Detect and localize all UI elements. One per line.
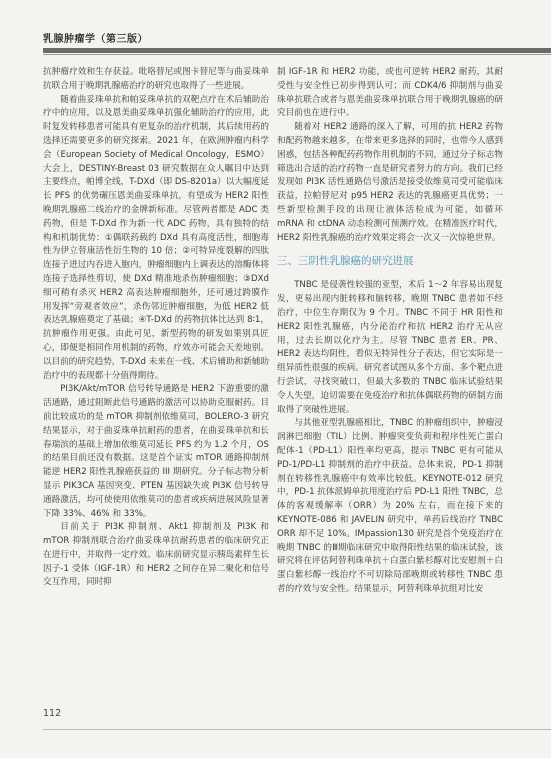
paragraph: 目前关于 PI3K 抑制剂、Akt1 抑制剂及 PI3K 和 mTOR 抑制剂联合治疗曲妥珠单抗耐药患者的临床研究正在进行中，并取得一定疗效。临床前研究显示胰岛素样生长因子-1 受体（IGF-1R）和 HER2 之间存在异二聚化和信号交互作用，同时抑 (43, 522, 269, 588)
running-title: 乳腺肿瘤学（第三版） (43, 34, 148, 45)
right-column (277, 66, 503, 597)
paragraph: 与其他亚型乳腺癌相比，TNBC 的肿瘤组织中，肿瘤浸润淋巴细胞（TIL）比例、肿瘤突变负荷和程序性死亡蛋白配体-1（PD-L1）阳性率均更高，提示 TNBC 更有可能从 PD-1/PD-L1 抑制剂的治疗中获益。总体来说，PD-1 抑制剂在转移性乳腺癌中有效率比较低。KEYNOTE-012 研究中，PD-1 抗体派姆单抗用度治疗后 PD-L1 阳性 TNBC，总体的客观缓解率（ORR）为 20% 左右，而在接下来的 KEYNOTE-086 和 JAVELIN 研究中，单药后线治疗 TNBC ORR 却不足 10%。IMpassion130 研究是首个免疫治疗在晚期 TNBC 的Ⅲ期临床研究中取得阳性结果的临床试验，该研究将在评估阿替利珠单抗＋白蛋白紫杉醇对比安慰剂＋白蛋白紫杉醇一线治疗不可切除局部晚期或转移性 TNBC 患者的疗效与安全性。结果显示，阿替利珠单抗组对比安 (277, 418, 503, 594)
paragraph: 随着曲妥珠单抗和帕妥珠单抗的双靶点疗在术后辅助治疗中的应用，以及恩美曲妥珠单抗强化辅助治疗的应用，此时复发转移患者可能具有更复杂的治疗机制，其后续用药的选择还需要更多的研究探索。2021 年，在欧洲肿瘤内科学会（European Society of Medical Oncology，ESMO）大会上，DESTINY-Breast 03 研究数据在众人瞩目中达到主要终点，帕博全线，T-DXd（即 DS-8201a）以大幅度延长 PFS 的优势碾压恩美曲妥珠单抗，有望成为 HER2 阳性晚期乳腺癌二线治疗的金牌新标准。尽管两者都是 ADC 类药物，但是 T-DXd 作为新一代 ADC 药物，具有独特的结构和机制优势：①偶联药载约 DXd 具有高度活性，细胞毒性为伊立替康活性衍生物的 10 倍；②可特异度裂解的四肽连接子进过内吞进入胞内，肿瘤细胞内上调表达的溶酶体将连接子选择性剪切，使 DXd 精准地杀伤肿瘤细胞；③DXd 细可稍有杀灭 HER2 高表达肿瘤细胞外，还可通过跨膜作用发挥“旁观者效应”，杀伤邻近肿瘤细胞，为低 HER2 低表达乳腺癌奠定了基础；④T-DXd 的药物抗体比达到 8∶1，抗肿瘤作用更强。由此可见，新型药物的研发如果别具匠心，即便是相同作用机制的药物，疗效亦可能会天差地别。以目前的研究趋势，T-DXd 未来在一线、术后辅助和新辅助治疗中的表现都十分值得期待。 (43, 94, 269, 381)
paragraph: 随着对 HER2 通路的深入了解，可用的抗 HER2 药物和配药物越来越多，在带来更多选择的同时，也带今人感到困惑，包括各种配药药物作用机制的不同，通过分子标志物筛选出合适的治疗药物一直是研究者努力的方向。我们已经发现如 PI3K 活性通路信号激活是接受依维莫司受可能临床获益，拉帕替尼对 p95 HER2 表达的乳腺癌更具优势；一些新型检测手段的出现让液体活检成为可能，如循环 mRNA 和 ctDNA 动态检测可预测疗效。在精准医疗时代，HER2 阳性乳腺癌的治疗效果定将会一次又一次惊艳世界。 (277, 122, 503, 243)
footer-rule (43, 729, 551, 730)
page-number: 112 (43, 708, 62, 719)
left-column (43, 66, 269, 590)
header-rule-thin (43, 54, 551, 55)
paragraph: 抗肿瘤疗效和生存获益。吡咯替尼或图卡替尼等与曲妥珠单抗联合用于晚期乳腺癌治疗的研究也取得了一些进展。 (43, 67, 269, 91)
paragraph: PI3K/Akt/mTOR 信号转导通路是 HER2 下游重要的激活通路，通过阻断此信号通路的激活可以协助克服耐药。目前比较成功的是 mTOR 抑制剂依维莫司，BOLERO-3 研究结果显示，对于曲妥珠单抗耐药的患者，在曲妥珠单抗和长春瑞滨的基础上增加依维莫司延长 PFS 约为 1.2 个月，OS 的结果目前还没有数据。这是首个证实 mTOR 通路抑制剂能逆 HER2 阳性乳腺癌获益的 III 期研究。分子标志物分析显示 PIK3CA 基因突变、PTEN 基因缺失或 PI3K 信号转导通路激活，均可使使用依维莫司的患者或疾病进展风险显著下降 33%、46% 和 33%。 (43, 384, 269, 519)
paragraph: 制 IGF-1R 和 HER2 功能，或也可逆转 HER2 耐药，其耐受性与安全性已初步得到认可；而 CDK4/6 抑制剂与曲妥珠单抗联合或者与恩美曲妥珠单抗联合用于晚期乳腺癌的研究目前也在进行中。 (277, 67, 503, 119)
paragraph: TNBC 是侵袭性较强的亚型，术后 1～2 年容易出现复发，更易出现内脏转移和脑转移，晚期 TNBC 患者如不经治疗，中位生存期仅为 9 个月。TNBC 不同于 HR 阳性和 HER2 阳性乳腺癌，内分泌治疗和抗 HER2 治疗无从应用，过去长期以化疗为主。尽管 TNBC 患者 ER、PR、HER2 表达均阴性，看似无特异性分子表达，但它实际是一组异质性很强的疾病。研究者试图从多个方面、多个靶点进行尝试，寻找突破口，但最大多数的 TNBC 临床试验结果令人失望，迫切需要在免疫治疗和抗体偶联药物的研制方面取得了突破性进展。 (277, 280, 503, 415)
header-rule (43, 48, 551, 53)
section-heading: 三、三阴性乳腺癌的研究进展 (277, 255, 414, 268)
